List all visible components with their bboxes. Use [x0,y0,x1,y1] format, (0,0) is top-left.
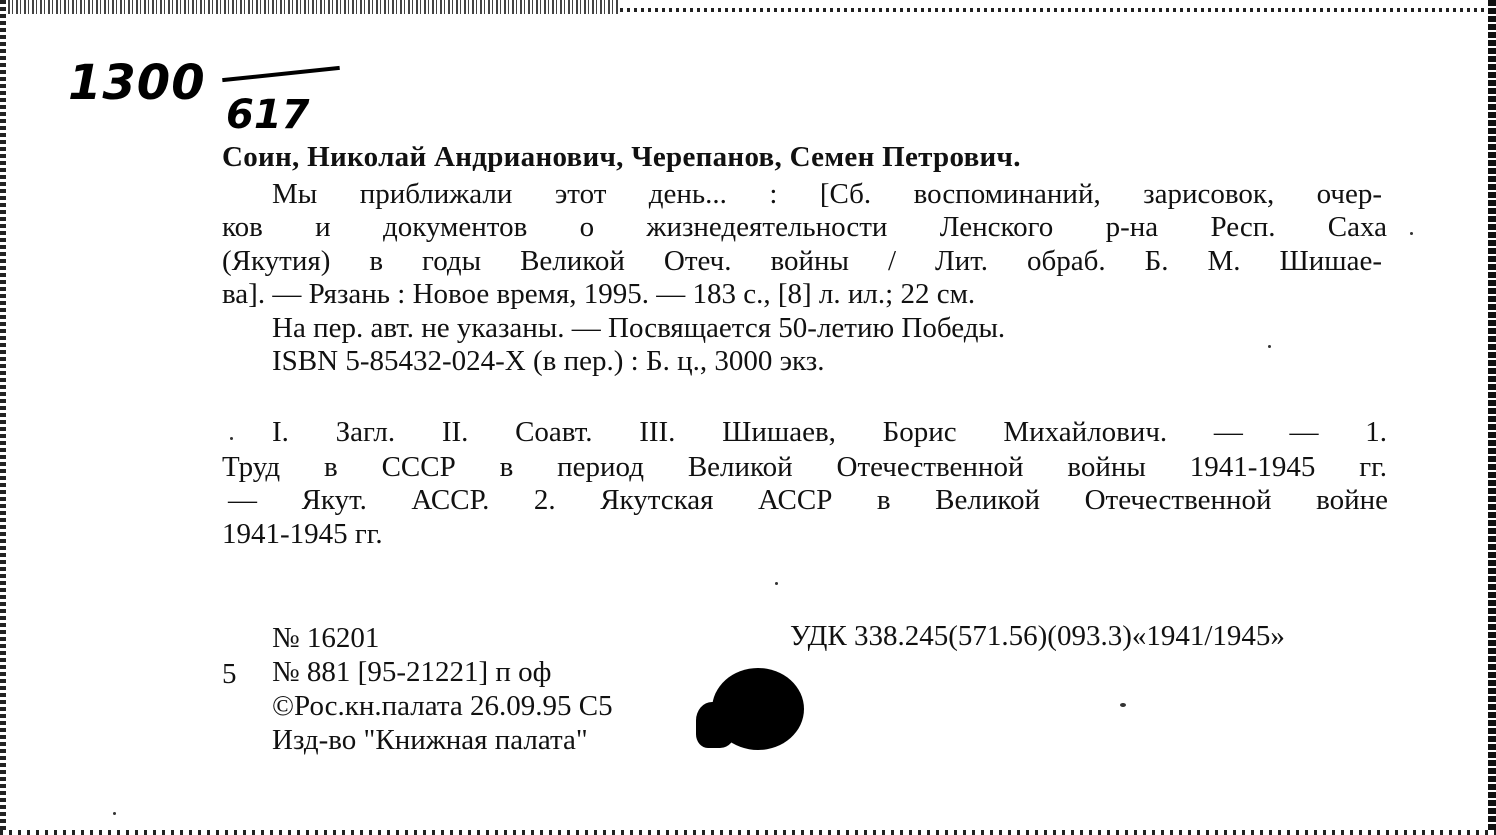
speck [113,812,116,815]
handwritten-shelf-number: 1300 [68,55,206,111]
card-top-edge [0,0,620,14]
handwritten-sub-number: 617 [226,92,310,138]
card-number: № 16201 [272,622,380,654]
speck [230,437,233,440]
subject-line-1: I. Загл. II. Соавт. III. Шишаев, Борис Михайлович. — — 1. [272,416,1387,448]
side-number: 5 [222,658,237,690]
handwritten-fraction-line [222,66,340,82]
description-line-4: ва]. — Рязань : Новое время, 1995. — 183 с., [8] л. ил.; 22 см. [222,278,976,310]
description-line-2: ков и документов о жизнедеятельности Ленского р-на Респ. Саха [222,211,1387,243]
description-line-1: Мы приближали этот день... : [Сб. воспоминаний, зарисовок, очер- [272,178,1382,210]
card-bottom-edge [0,830,1496,835]
isbn-line: ISBN 5-85432-024-X (в пер.) : Б. ц., 3000 экз. [272,345,825,377]
card-top-edge-line [620,8,1496,12]
speck [1410,232,1413,235]
publisher-line: Изд-во "Книжная палата" [272,724,588,756]
record-number: № 881 [95-21221] п оф [272,656,552,688]
note-line: На пер. авт. не указаны. — Посвящается 50-летию Победы. [272,312,1006,344]
card-left-edge [0,0,6,835]
udk-code: УДК 338.245(571.56)(093.3)«1941/1945» [790,620,1285,652]
subject-line-3: — Якут. АССР. 2. Якутская АССР в Великой Отечественной войне [228,484,1388,516]
description-line-3: (Якутия) в годы Великой Отеч. войны / Лит. обраб. Б. М. Шишае- [222,245,1382,277]
subject-line-4: 1941-1945 гг. [222,518,383,550]
ink-blot-tail [696,702,736,748]
speck [775,582,778,585]
entry-heading: Соин, Николай Андрианович, Черепанов, Семен Петрович. [222,141,1021,173]
card-right-edge [1488,0,1496,835]
copyright-line: ©Рос.кн.палата 26.09.95 C5 [272,690,613,722]
speck [1268,345,1271,348]
subject-line-2: Труд в СССР в период Великой Отечественной войны 1941-1945 гг. [222,451,1387,483]
speck [1120,703,1126,707]
